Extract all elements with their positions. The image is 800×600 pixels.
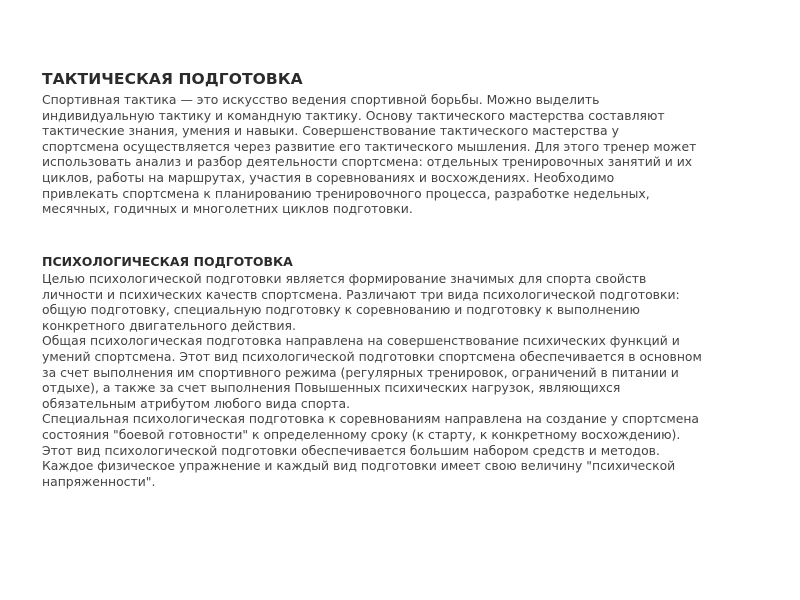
text-line: Спортивная тактика — это искусство ведения спортивной борьбы. Можно выделить [42, 92, 600, 107]
text-line: Целью психологической подготовки является формирование значимых для спорта свойств [42, 271, 647, 286]
tactical-heading: ТАКТИЧЕСКАЯ ПОДГОТОВКА [42, 70, 303, 88]
psychological-heading: ПСИХОЛОГИЧЕСКАЯ ПОДГОТОВКА [42, 254, 293, 269]
text-line: месячных, годичных и многолетних циклов подготовки. [42, 201, 413, 217]
text-line: личности и психических качеств спортсмена. Различают три вида психологической подготовки: [42, 286, 680, 302]
text-line: привлекать спортсмена к планированию тренировочного процесса, разработке недельных, [42, 185, 650, 201]
text-line: Специальная психологическая подготовка к соревнованиям направлена на создание у спортсмена [42, 411, 700, 427]
text-line: Каждое физическое упражнение и каждый вид подготовки имеет свою величину "психической [42, 458, 676, 474]
text-line: состояния "боевой готовности" к определенному сроку (к старту, к конкретному восхождению). [42, 426, 681, 442]
text-line: использовать анализ и разбор деятельности спортсмена: отдельных тренировочных занятий и их [42, 154, 693, 170]
text-line: индивидуальную тактику и командную тактику. Основу тактического мастерства составляют [42, 107, 665, 123]
text-line: конкретного двигательного действия. [42, 317, 296, 333]
text-line: общую подготовку, специальную подготовку к соревнованию и подготовку к выполнению [42, 302, 640, 318]
tactical-section [42, 70, 762, 217]
psychological-section [42, 254, 762, 489]
text-line: Этот вид психологической подготовки обеспечивается большим набором средств и методов. [42, 442, 660, 458]
text-line: за счет выполнения им спортивного режима (регулярных тренировок, ограничений в питании и [42, 364, 679, 380]
text-line: тактические знания, умения и навыки. Совершенствование тактического мастерства у [42, 123, 619, 139]
text-line: умений спортсмена. Этот вид психологической подготовки спортсмена обеспечивается в основном [42, 348, 702, 364]
text-line: напряженности". [42, 473, 156, 489]
text-line: циклов, работы на маршрутах, участия в соревнованиях и восхождениях. Необходимо [42, 169, 615, 185]
text-line: спортсмена осуществляется через развитие его тактического мышления. Для этого тренер может [42, 138, 697, 154]
text-line: обязательным атрибутом любого вида спорта. [42, 395, 351, 411]
text-line: Общая психологическая подготовка направлена на совершенствование психических функций и [42, 333, 680, 349]
text-line: отдыхе), а также за счет выполнения Повышенных психических нагрузок, являющихся [42, 380, 621, 396]
psychological-paragraph [42, 271, 762, 489]
tactical-paragraph [42, 92, 762, 217]
